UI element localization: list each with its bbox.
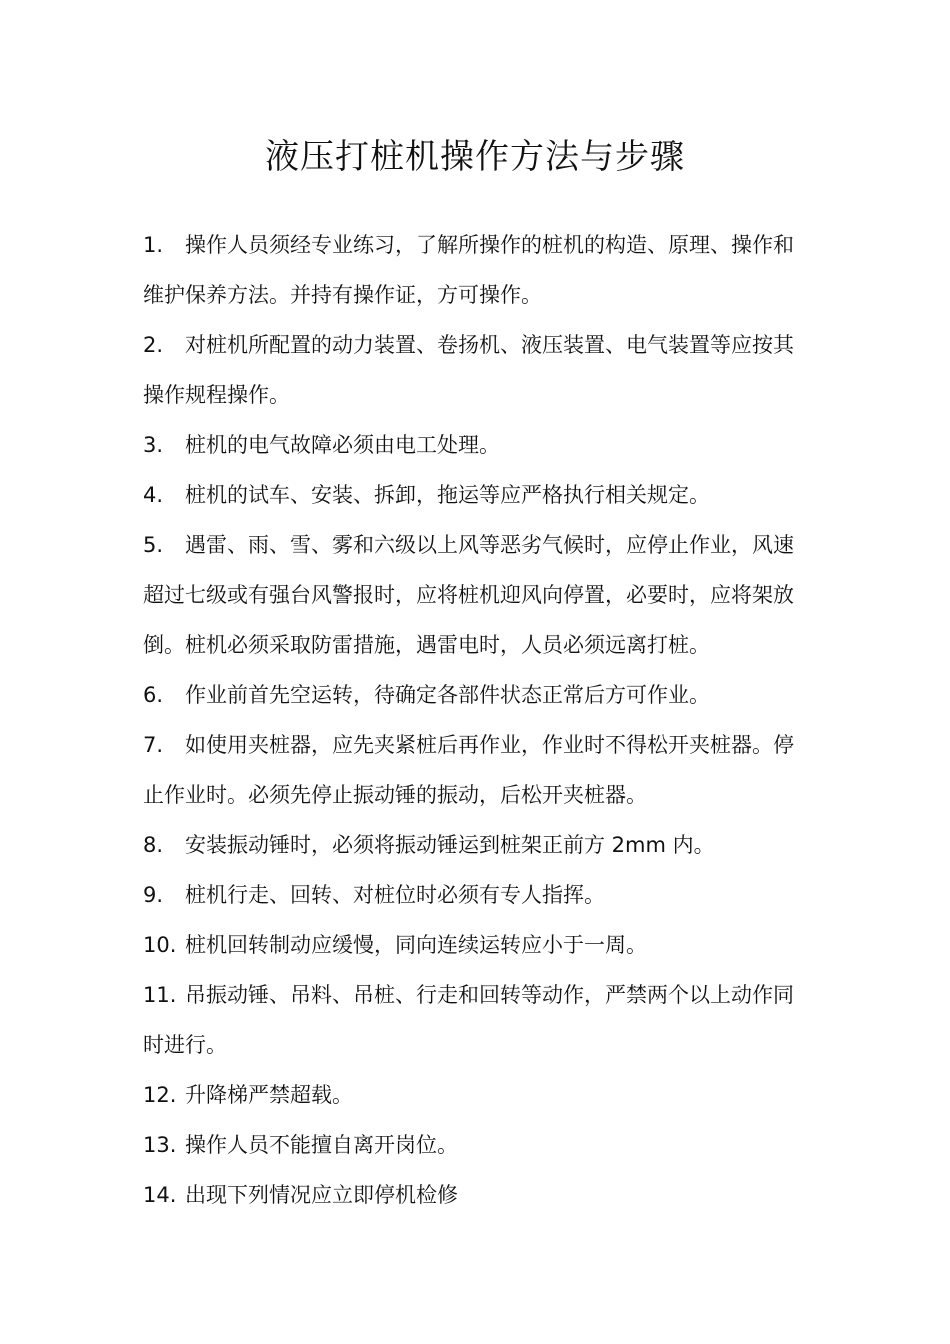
item-number: 6. <box>143 683 164 707</box>
list-item <box>143 1120 811 1170</box>
item-text: 操作人员不能擅自离开岗位。 <box>185 1133 458 1157</box>
procedure-list <box>143 220 811 1220</box>
list-item <box>143 870 811 920</box>
item-number: 8. <box>143 833 164 857</box>
item-text: 桩机回转制动应缓慢，同向连续运转应小于一周。 <box>185 933 647 957</box>
item-number: 1. <box>143 233 164 257</box>
item-number: 11. <box>143 983 177 1007</box>
list-item <box>143 820 811 870</box>
item-text: 吊振动锤、吊料、吊桩、行走和回转等动作，严禁两个以上动作同时进行。 <box>143 983 794 1057</box>
item-text: 作业前首先空运转，待确定各部件状态正常后方可作业。 <box>185 683 710 707</box>
list-item <box>143 470 811 520</box>
list-item <box>143 720 811 820</box>
item-text: 遇雷、雨、雪、雾和六级以上风等恶劣气候时，应停止作业，风速超过七级或有强台风警报时，应将桩机迎风向停置，必要时，应将架放倒。桩机必须采取防雷措施，遇雷电时，人员必须远离打桩。 <box>143 533 794 657</box>
item-text: 对桩机所配置的动力装置、卷扬机、液压装置、电气装置等应按其操作规程操作。 <box>143 333 794 407</box>
item-number: 2. <box>143 333 164 357</box>
list-item <box>143 920 811 970</box>
list-item <box>143 1070 811 1120</box>
item-text: 桩机的电气故障必须由电工处理。 <box>185 433 500 457</box>
item-text: 桩机的试车、安装、拆卸，拖运等应严格执行相关规定。 <box>185 483 710 507</box>
document-title: 液压打桩机操作方法与步骤 <box>265 137 685 177</box>
item-text: 如使用夹桩器，应先夹紧桩后再作业，作业时不得松开夹桩器。停止作业时。必须先停止振动锤的振动，后松开夹桩器。 <box>143 733 794 807</box>
list-item <box>143 1170 811 1220</box>
item-number: 7. <box>143 733 164 757</box>
list-item <box>143 320 811 420</box>
item-number: 13. <box>143 1133 177 1157</box>
item-text: 出现下列情况应立即停机检修 <box>185 1183 458 1207</box>
item-text: 安装振动锤时，必须将振动锤运到桩架正前方 2mm 内。 <box>185 833 715 857</box>
list-item <box>143 670 811 720</box>
item-number: 4. <box>143 483 164 507</box>
list-item <box>143 220 811 320</box>
item-number: 12. <box>143 1083 177 1107</box>
item-text: 操作人员须经专业练习，了解所操作的桩机的构造、原理、操作和维护保养方法。并持有操作证，方可操作。 <box>143 233 794 307</box>
list-item <box>143 420 811 470</box>
item-number: 3. <box>143 433 164 457</box>
item-number: 9. <box>143 883 164 907</box>
list-item <box>143 520 811 670</box>
item-number: 14. <box>143 1183 177 1207</box>
item-number: 10. <box>143 933 177 957</box>
item-text: 桩机行走、回转、对桩位时必须有专人指挥。 <box>185 883 605 907</box>
item-number: 5. <box>143 533 164 557</box>
item-text: 升降梯严禁超载。 <box>185 1083 353 1107</box>
list-item <box>143 970 811 1070</box>
